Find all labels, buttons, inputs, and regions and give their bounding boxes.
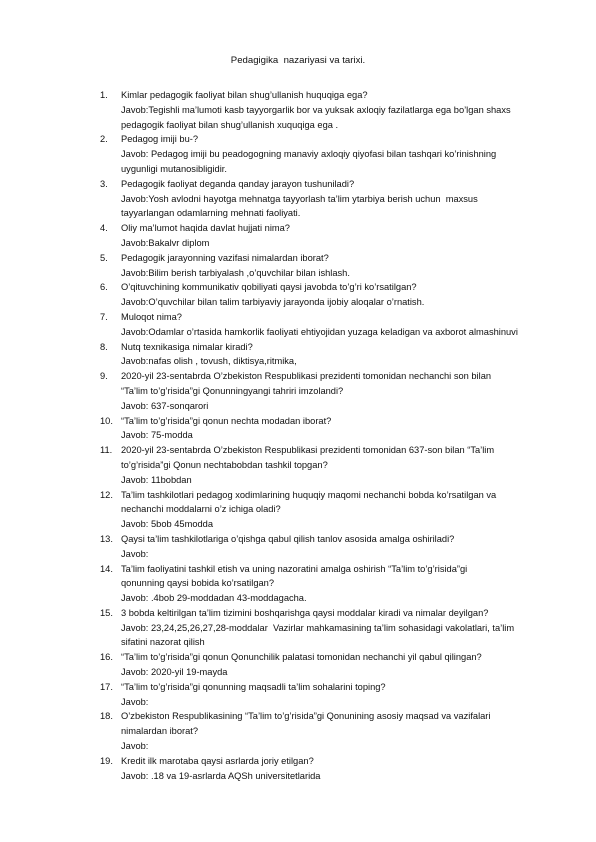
list-item [0, 532, 596, 562]
list-item [0, 88, 596, 132]
list-item [0, 650, 596, 680]
question-text: “Ta’lim to’g’risida”gi qonunning maqsadli ta’lim sohalarini toping? [121, 681, 386, 692]
list-item [0, 754, 596, 784]
question-text: Pedagog imiji bu-? [121, 134, 199, 145]
item-number: 6. [100, 282, 108, 293]
question-text: Ta’lim tashkilotlari pedagog xodimlarining huquqiy maqomi nechanchi bobda ko’rsatilgan va [121, 489, 497, 500]
item-number: 8. [100, 341, 108, 352]
answer-text: tayyarlangan odamlarning mehnati faoliyati. [121, 208, 301, 219]
list-item [0, 221, 596, 251]
question-text: Kredit ilk marotaba qaysi asrlarda joriy etilgan? [121, 755, 314, 766]
answer-text: Javob: 23,24,25,26,27,28-moddalar Vazirlar mahkamasining ta’lim sohasidagi vakolatlari, ta’lim [121, 622, 515, 633]
list-item [0, 310, 596, 340]
question-text: Pedagogik jarayonning vazifasi nimalardan iborat? [121, 252, 329, 263]
list-item [0, 132, 596, 176]
answer-text: Javob: 5bob 45modda [121, 519, 214, 530]
list-item [0, 251, 596, 281]
item-number: 18. [100, 711, 113, 722]
item-number: 15. [100, 607, 113, 618]
document-title: Pedagigika nazariyasi va tarixi. [230, 55, 366, 66]
question-text: 3 bobda keltirilgan ta’lim tizimini boshqarishga qaysi moddalar kiradi va nimalar deyilgan? [121, 607, 489, 618]
answer-text: to’g’risida”gi Qonun nechtabobdan tashkil topgan? [121, 459, 328, 470]
answer-text: Javob: 2020-yil 19-mayda [121, 667, 228, 678]
list-item [0, 340, 596, 370]
answer-text: Javob: [121, 696, 149, 707]
item-number: 17. [100, 681, 113, 692]
list-item [0, 606, 596, 650]
answer-text: nimalardan iborat? [121, 726, 199, 737]
answer-text: Javob:Tegishli ma’lumoti kasb tayyorgarlik bor va yuksak axloqiy fazilatlarga ega bo’lgan shaxs [121, 104, 511, 115]
answer-text: Javob:Odamlar o’rtasida hamkorlik faoliyati ehtiyojidan yuzaga keladigan va axborot almashinuvi [121, 326, 518, 337]
question-text: Ta’lim faoliyatini tashkil etish va uning nazoratini amalga oshirish “Ta’lim to’g’risida”gi [121, 563, 468, 574]
answer-text: sifatini nazorat qilish [121, 637, 205, 648]
answer-text: Javob: [121, 548, 149, 559]
answer-text: uygunligi mutanosibligidir. [121, 163, 227, 174]
item-number: 10. [100, 415, 113, 426]
item-number: 16. [100, 652, 113, 663]
answer-text: pedagogik faoliyat bilan shug’ullanish xuquqiga ega . [121, 119, 339, 130]
answer-text: Javob: 637-sonqarori [121, 400, 209, 411]
answer-text: “Ta’lim to’g’risida”gi Qonunningyangi tahriri imzolandi? [121, 385, 344, 396]
answer-text: Javob: .4bob 29-moddadan 43-moddagacha. [121, 593, 307, 604]
answer-text: Javob:Bilim berish tarbiyalash ,o’quvchilar bilan ishlash. [121, 267, 350, 278]
answer-text: nechanchi moddalarni o’z ichiga oladi? [121, 504, 281, 515]
item-number: 5. [100, 252, 108, 263]
item-number: 7. [100, 311, 108, 322]
answer-text: Javob:Bakalvr diplom [121, 237, 210, 248]
item-number: 9. [100, 371, 108, 382]
item-number: 4. [100, 223, 108, 234]
question-text: “Ta’lim to’g’risida”gi qonun nechta modadan iborat? [121, 415, 332, 426]
list-item [0, 709, 596, 753]
item-number: 11. [100, 445, 113, 456]
list-item [0, 177, 596, 221]
question-text: Qaysi ta’lim tashkilotlariga o’qishga qabul qilish tanlov asosida amalga oshiriladi? [121, 533, 455, 544]
item-number: 14. [100, 563, 113, 574]
list-item [0, 369, 596, 413]
item-number: 13. [100, 533, 113, 544]
answer-text: Javob:Yosh avlodni hayotga mehnatga tayyorlash ta’lim ytarbiya berish uchun maxsus [121, 193, 478, 204]
answer-text: Javob: 11bobdan [121, 474, 192, 485]
question-text: Nutq texnikasiga nimalar kiradi? [121, 341, 253, 352]
list-item [0, 562, 596, 606]
list-item [0, 488, 596, 532]
question-text: Oliy ma’lumot haqida davlat hujjati nima? [121, 223, 290, 234]
list-item [0, 680, 596, 710]
question-text: Muloqot nima? [121, 311, 182, 322]
question-text: “Ta’lim to’g’risida”gi qonun Qonunchilik palatasi tomonidan nechanchi yil qabul qilingan? [121, 652, 482, 663]
question-answer-list [0, 88, 596, 783]
answer-text: Javob:O’quvchilar bilan talim tarbiyaviy jarayonda ijobiy aloqalar o’rnatish. [121, 297, 425, 308]
question-text: O’qituvchining kommunikativ qobiliyati qaysi javobda to’g’ri ko’rsatilgan? [121, 282, 417, 293]
answer-text: Javob: [121, 741, 149, 752]
answer-text: Javob: Pedagog imiji bu peadogogning manaviy axloqiy qiyofasi bilan tashqari ko’rinishning [121, 149, 497, 160]
question-text: O’zbekiston Respublikasining “Ta’lim to’g’risida”gi Qonunining asosiy maqsad va vazifalari [121, 711, 491, 722]
item-number: 3. [100, 178, 108, 189]
item-number: 19. [100, 755, 113, 766]
list-item [0, 443, 596, 487]
answer-text: Javob: .18 va 19-asrlarda AQSh universitetlarida [121, 770, 321, 781]
list-item [0, 414, 596, 444]
item-number: 12. [100, 489, 113, 500]
item-number: 2. [100, 134, 108, 145]
question-text: 2020-yil 23-sentabrda O’zbekiston Respublikasi prezidenti tomonidan nechanchi son bilan [121, 371, 492, 382]
list-item [0, 280, 596, 310]
answer-text: Javob:nafas olish , tovush, diktisya,ritmika, [121, 356, 297, 367]
answer-text: qonunning qaysi bobida ko’rsatilgan? [121, 578, 274, 589]
answer-text: Javob: 75-modda [121, 430, 193, 441]
question-text: 2020-yil 23-sentabrda O’zbekiston Respublikasi prezidenti tomonidan 637-son bilan “Ta’lim [121, 445, 495, 456]
item-number: 1. [100, 90, 108, 100]
question-text: Kimlar pedagogik faoliyat bilan shug’ullanish huquqiga ega? [121, 90, 368, 100]
question-text: Pedagogik faoliyat deganda qanday jarayon tushuniladi? [121, 178, 355, 189]
